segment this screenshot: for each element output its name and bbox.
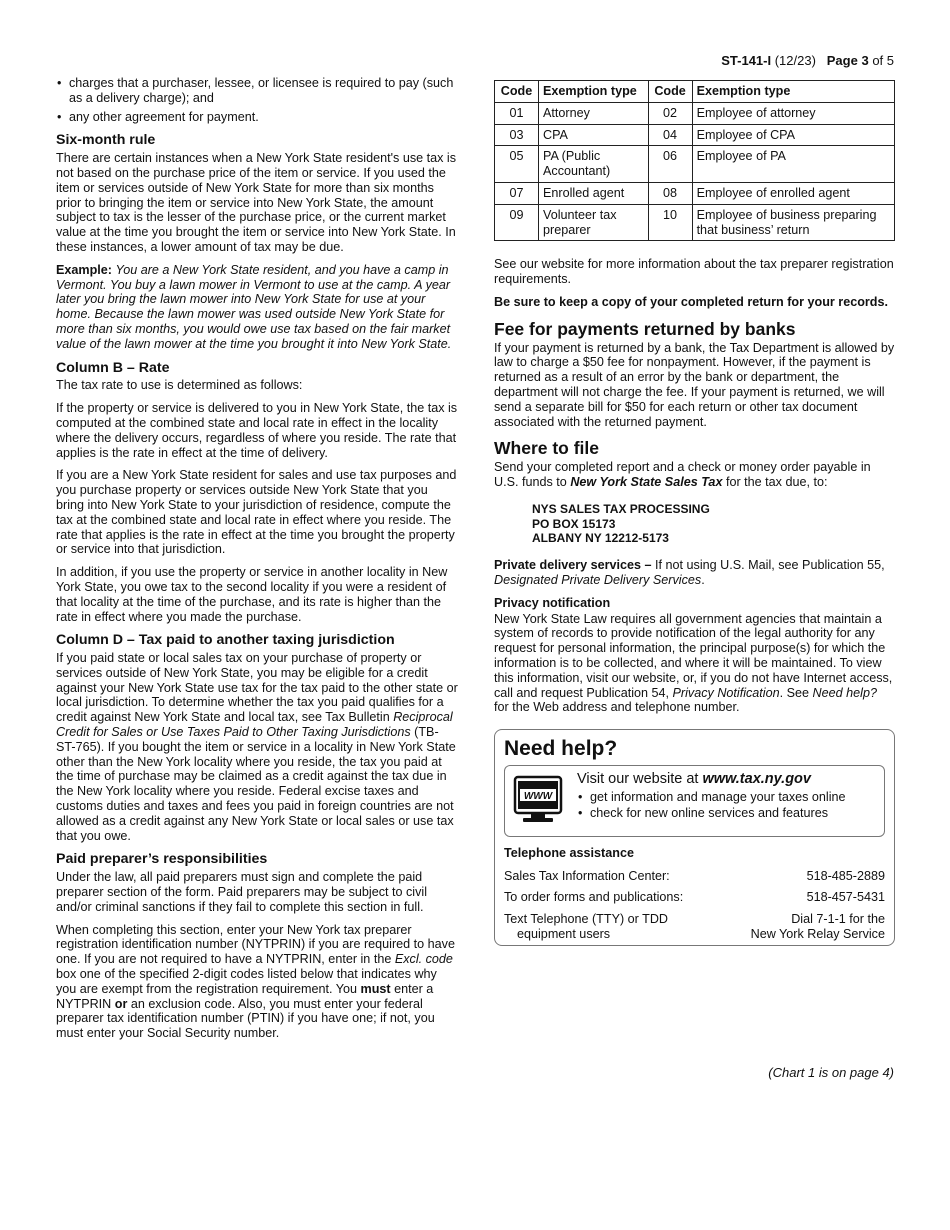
pds-title: Designated Private Delivery Services bbox=[494, 572, 702, 587]
column-d-text-2: (TB-ST-765). If you bought the item or service in a locality in New York State other than the New York locality where you reside, the tax you paid at the time of purchase may be claimed as a credit against the tax due in the New York locality where you reside. Federal excise taxes and customs duties and taxes and fees you paid in foreign countries are not allowed as a credit against any New York State or local sales or use tax that you owe. bbox=[56, 725, 456, 843]
relay-value: Dial 7-1-1 for the bbox=[791, 912, 885, 927]
column-b-p1: The tax rate to use is determined as follows: bbox=[56, 378, 303, 393]
need-help-box bbox=[494, 729, 895, 946]
table-row bbox=[495, 204, 895, 241]
phone-label: To order forms and publications: bbox=[504, 890, 684, 905]
preparer-p2 bbox=[56, 923, 458, 1041]
six-month-example bbox=[56, 263, 458, 352]
chart-note: (Chart 1 is on page 4) bbox=[768, 1065, 894, 1080]
table-row bbox=[495, 102, 895, 124]
column-b-p4: In addition, if you use the property or service in another locality in New York State, you owe tax to the second locality if you were a resident of that locality at the time of the purchase, and its rate is higher than the rate in effect where you made the purchase. bbox=[56, 565, 448, 624]
code-cell: 04 bbox=[648, 124, 692, 146]
phone-label bbox=[504, 912, 668, 942]
tty-label-2: equipment users bbox=[517, 927, 611, 942]
column-b-heading: Column B – Rate bbox=[56, 359, 170, 376]
keep-copy-note bbox=[494, 295, 895, 310]
need-help-title: Need help? bbox=[504, 737, 618, 761]
form-rev: (12/23) bbox=[774, 53, 816, 68]
phone-row bbox=[504, 890, 885, 905]
type-cell: Volunteer tax preparer bbox=[539, 204, 649, 241]
excl-code-term: Excl. code bbox=[394, 952, 453, 967]
six-month-paragraph: There are certain instances when a New York State resident's use tax is not based on the purchase price of the item or service. If you used the item or services outside of New York State for more than six months prior to bringing the item or service into New York State, the amount subject to tax is the lesser of the purchase price, or the current market value at the time you brought the item or service into New York State. In these instances, a lower amount of tax may be due. bbox=[56, 151, 457, 254]
pds-label: Private delivery services – bbox=[494, 558, 652, 573]
keep-copy-text: Be sure to keep a copy of your completed return for your records. bbox=[494, 294, 888, 309]
code-cell: 06 bbox=[648, 146, 692, 183]
charges-list bbox=[56, 76, 458, 124]
where-text: Send your completed report and a check or money order payable in U.S. funds to bbox=[494, 460, 871, 489]
address-line: PO BOX 15173 bbox=[532, 516, 616, 531]
table-row bbox=[495, 146, 895, 183]
website-link[interactable]: www.tax.ny.gov bbox=[702, 770, 811, 787]
phone-label: Sales Tax Information Center: bbox=[504, 868, 670, 883]
or-term: or bbox=[114, 996, 128, 1011]
preparer-text: When completing this section, enter your New York tax preparer registration identification number (NYTPRIN) if you are required to have one. If you are not required to have a NYTPRIN, enter in the bbox=[56, 922, 455, 967]
website-note: See our website for more information about the tax preparer registration requirements. bbox=[494, 257, 894, 287]
type-cell: Employee of attorney bbox=[692, 102, 894, 124]
left-column bbox=[56, 76, 458, 1049]
preparer-text-3: enter a NYTPRIN bbox=[56, 981, 434, 1011]
pds-text: If not using U.S. Mail, see Publication 55, bbox=[651, 558, 885, 573]
privacy-text-3: for the Web address and telephone number. bbox=[494, 700, 740, 715]
six-month-heading: Six-month rule bbox=[56, 132, 156, 149]
fee-heading: Fee for payments returned by banks bbox=[494, 318, 796, 339]
phone-row bbox=[504, 869, 885, 884]
tty-label: Text Telephone (TTY) or TDD bbox=[504, 912, 669, 927]
visit-text: Visit our website at bbox=[577, 770, 703, 787]
address-line: ALBANY NY 12212-5173 bbox=[532, 531, 669, 546]
column-header: Code bbox=[648, 81, 692, 103]
privacy-text: New York State Law requires all government agencies that maintain a system of records to provide notification of the legal authority for any request for personal information, the principal purpose(s) for which the information is to be collected, and where it will be maintained. To view this information, visit our website, or, if you do not have Internet access, call and request Publication 54, bbox=[494, 611, 893, 700]
privacy-paragraph bbox=[494, 612, 895, 716]
type-cell: Attorney bbox=[539, 102, 649, 124]
page-total: of 5 bbox=[872, 53, 894, 68]
column-header: Code bbox=[495, 81, 539, 103]
right-column bbox=[494, 76, 895, 946]
www-label: WWW bbox=[523, 790, 553, 802]
where-text-2: for the tax due, to: bbox=[722, 474, 828, 489]
payee-name: New York State Sales Tax bbox=[570, 474, 723, 489]
type-cell: Employee of business preparing that business’ return bbox=[692, 204, 894, 241]
relay-value-2: New York Relay Service bbox=[750, 927, 885, 942]
code-cell: 03 bbox=[495, 124, 539, 146]
private-delivery-paragraph bbox=[494, 558, 895, 588]
type-cell: CPA bbox=[539, 124, 649, 146]
code-cell: 05 bbox=[495, 146, 539, 183]
preparer-text-2: box one of the specified 2-digit codes listed below that indicates why you are exempt from the registration requirement. You bbox=[56, 967, 437, 996]
code-cell: 01 bbox=[495, 102, 539, 124]
column-d-text: If you paid state or local sales tax on your purchase of property or services outside of New York State, you may be eligible for a credit against your New York State use tax for the tax paid to the other state or local jurisdiction. To determine whether the tax you paid qualifies for a credit against New York State and local tax, see Tax Bulletin bbox=[56, 651, 458, 725]
need-help-ref: Need help? bbox=[812, 685, 877, 700]
where-to-file-paragraph bbox=[494, 460, 895, 490]
fee-paragraph: If your payment is returned by a bank, the Tax Department is allowed by law to charge a $50 fee for nonpayment. However, if the payment is returned as a result of an error by the bank or department, the department will not charge the fee. If your payment is returned, we will send a separate bill for $50 for each return or other tax document associated with the returned payment. bbox=[494, 340, 895, 429]
privacy-heading: Privacy notification bbox=[494, 595, 611, 610]
code-cell: 07 bbox=[495, 182, 539, 204]
must-term: must bbox=[360, 981, 391, 996]
page-header bbox=[721, 54, 894, 69]
code-cell: 10 bbox=[648, 204, 692, 241]
column-d-p1 bbox=[56, 651, 458, 843]
preparer-text-4: an exclusion code. Also, you must enter your federal preparer tax identification number (PTIN) if you have one; if not, you must enter your Social Security number. bbox=[56, 996, 435, 1041]
pds-end: . bbox=[701, 572, 705, 587]
tax-bulletin-title: Reciprocal Credit for Sales or Use Taxes Paid to Other Taxing Jurisdictions bbox=[56, 710, 453, 740]
code-cell: 08 bbox=[648, 182, 692, 204]
code-cell: 09 bbox=[495, 204, 539, 241]
list-item: • charges that a purchaser, lessee, or licensee is required to pay (such as a delivery charge); and bbox=[56, 76, 458, 106]
code-cell: 02 bbox=[648, 102, 692, 124]
example-text: You are a New York State resident, and you have a camp in Vermont. You buy a lawn mower in Vermont to use at the camp. A year later you bring the lawn mower into New York State for use at your home. Because the lawn mower was used outside New York State for more than six months, you would owe use tax based on the fair market value of the lawn mower at the time you brought it into New York State. bbox=[56, 262, 452, 351]
where-to-file-heading: Where to file bbox=[494, 438, 600, 459]
list-item: • check for new online services and features bbox=[577, 806, 884, 821]
privacy-text-2: . See bbox=[779, 685, 813, 700]
list-item: • get information and manage your taxes online bbox=[577, 790, 884, 805]
website-features-list bbox=[577, 790, 884, 822]
phone-number: 518-457-5431 bbox=[806, 890, 885, 905]
type-cell: Employee of enrolled agent bbox=[692, 182, 894, 204]
page-number: Page 3 bbox=[826, 53, 869, 68]
visit-website-line bbox=[577, 772, 884, 787]
computer-www-icon bbox=[513, 774, 563, 824]
phone-row bbox=[504, 912, 885, 942]
type-cell: Enrolled agent bbox=[539, 182, 649, 204]
phone-number bbox=[751, 912, 885, 942]
type-cell: Employee of PA bbox=[692, 146, 894, 183]
mailing-address bbox=[532, 502, 895, 546]
type-cell: Employee of CPA bbox=[692, 124, 894, 146]
column-b-p2: If the property or service is delivered to you in New York State, the tax is computed at the combined state and local rate in effect in the locality where the delivery occurs, regardless of where you reside. The rate that applies is the rate in effect at the time of delivery. bbox=[56, 401, 458, 460]
column-header: Exemption type bbox=[692, 81, 894, 103]
privacy-pub-title: Privacy Notification bbox=[672, 685, 780, 700]
preparer-p1: Under the law, all paid preparers must sign and complete the paid preparer section of the form. Paid preparers may be subject to civil and/or criminal sanctions if they fail to complete this section in full. bbox=[56, 870, 427, 914]
table-header-row bbox=[495, 81, 895, 103]
column-d-heading: Column D – Tax paid to another taxing jurisdiction bbox=[56, 632, 395, 649]
list-item: • any other agreement for payment. bbox=[56, 110, 458, 125]
table-row bbox=[495, 182, 895, 204]
telephone-assistance-heading: Telephone assistance bbox=[504, 845, 634, 860]
phone-number: 518-485-2889 bbox=[806, 868, 885, 883]
type-cell: PA (Public Accountant) bbox=[539, 146, 649, 183]
table-row bbox=[495, 124, 895, 146]
column-b-p3: If you are a New York State resident for sales and use tax purposes and you purchase property or services outside New York State that you bring into New York State to your jurisdiction of residence, compute the tax at the combined state and local rate in effect where you reside. The rate that applies is the rate in effect at the time you brought the property or service into that jurisdiction. bbox=[56, 468, 457, 557]
preparer-heading: Paid preparer’s responsibilities bbox=[56, 851, 268, 868]
website-box bbox=[504, 765, 885, 837]
example-label: Example: bbox=[56, 262, 112, 277]
address-line: NYS SALES TAX PROCESSING bbox=[532, 501, 710, 516]
form-id: ST-141-I bbox=[721, 53, 772, 68]
exemption-codes-table bbox=[494, 80, 895, 241]
column-header: Exemption type bbox=[539, 81, 649, 103]
